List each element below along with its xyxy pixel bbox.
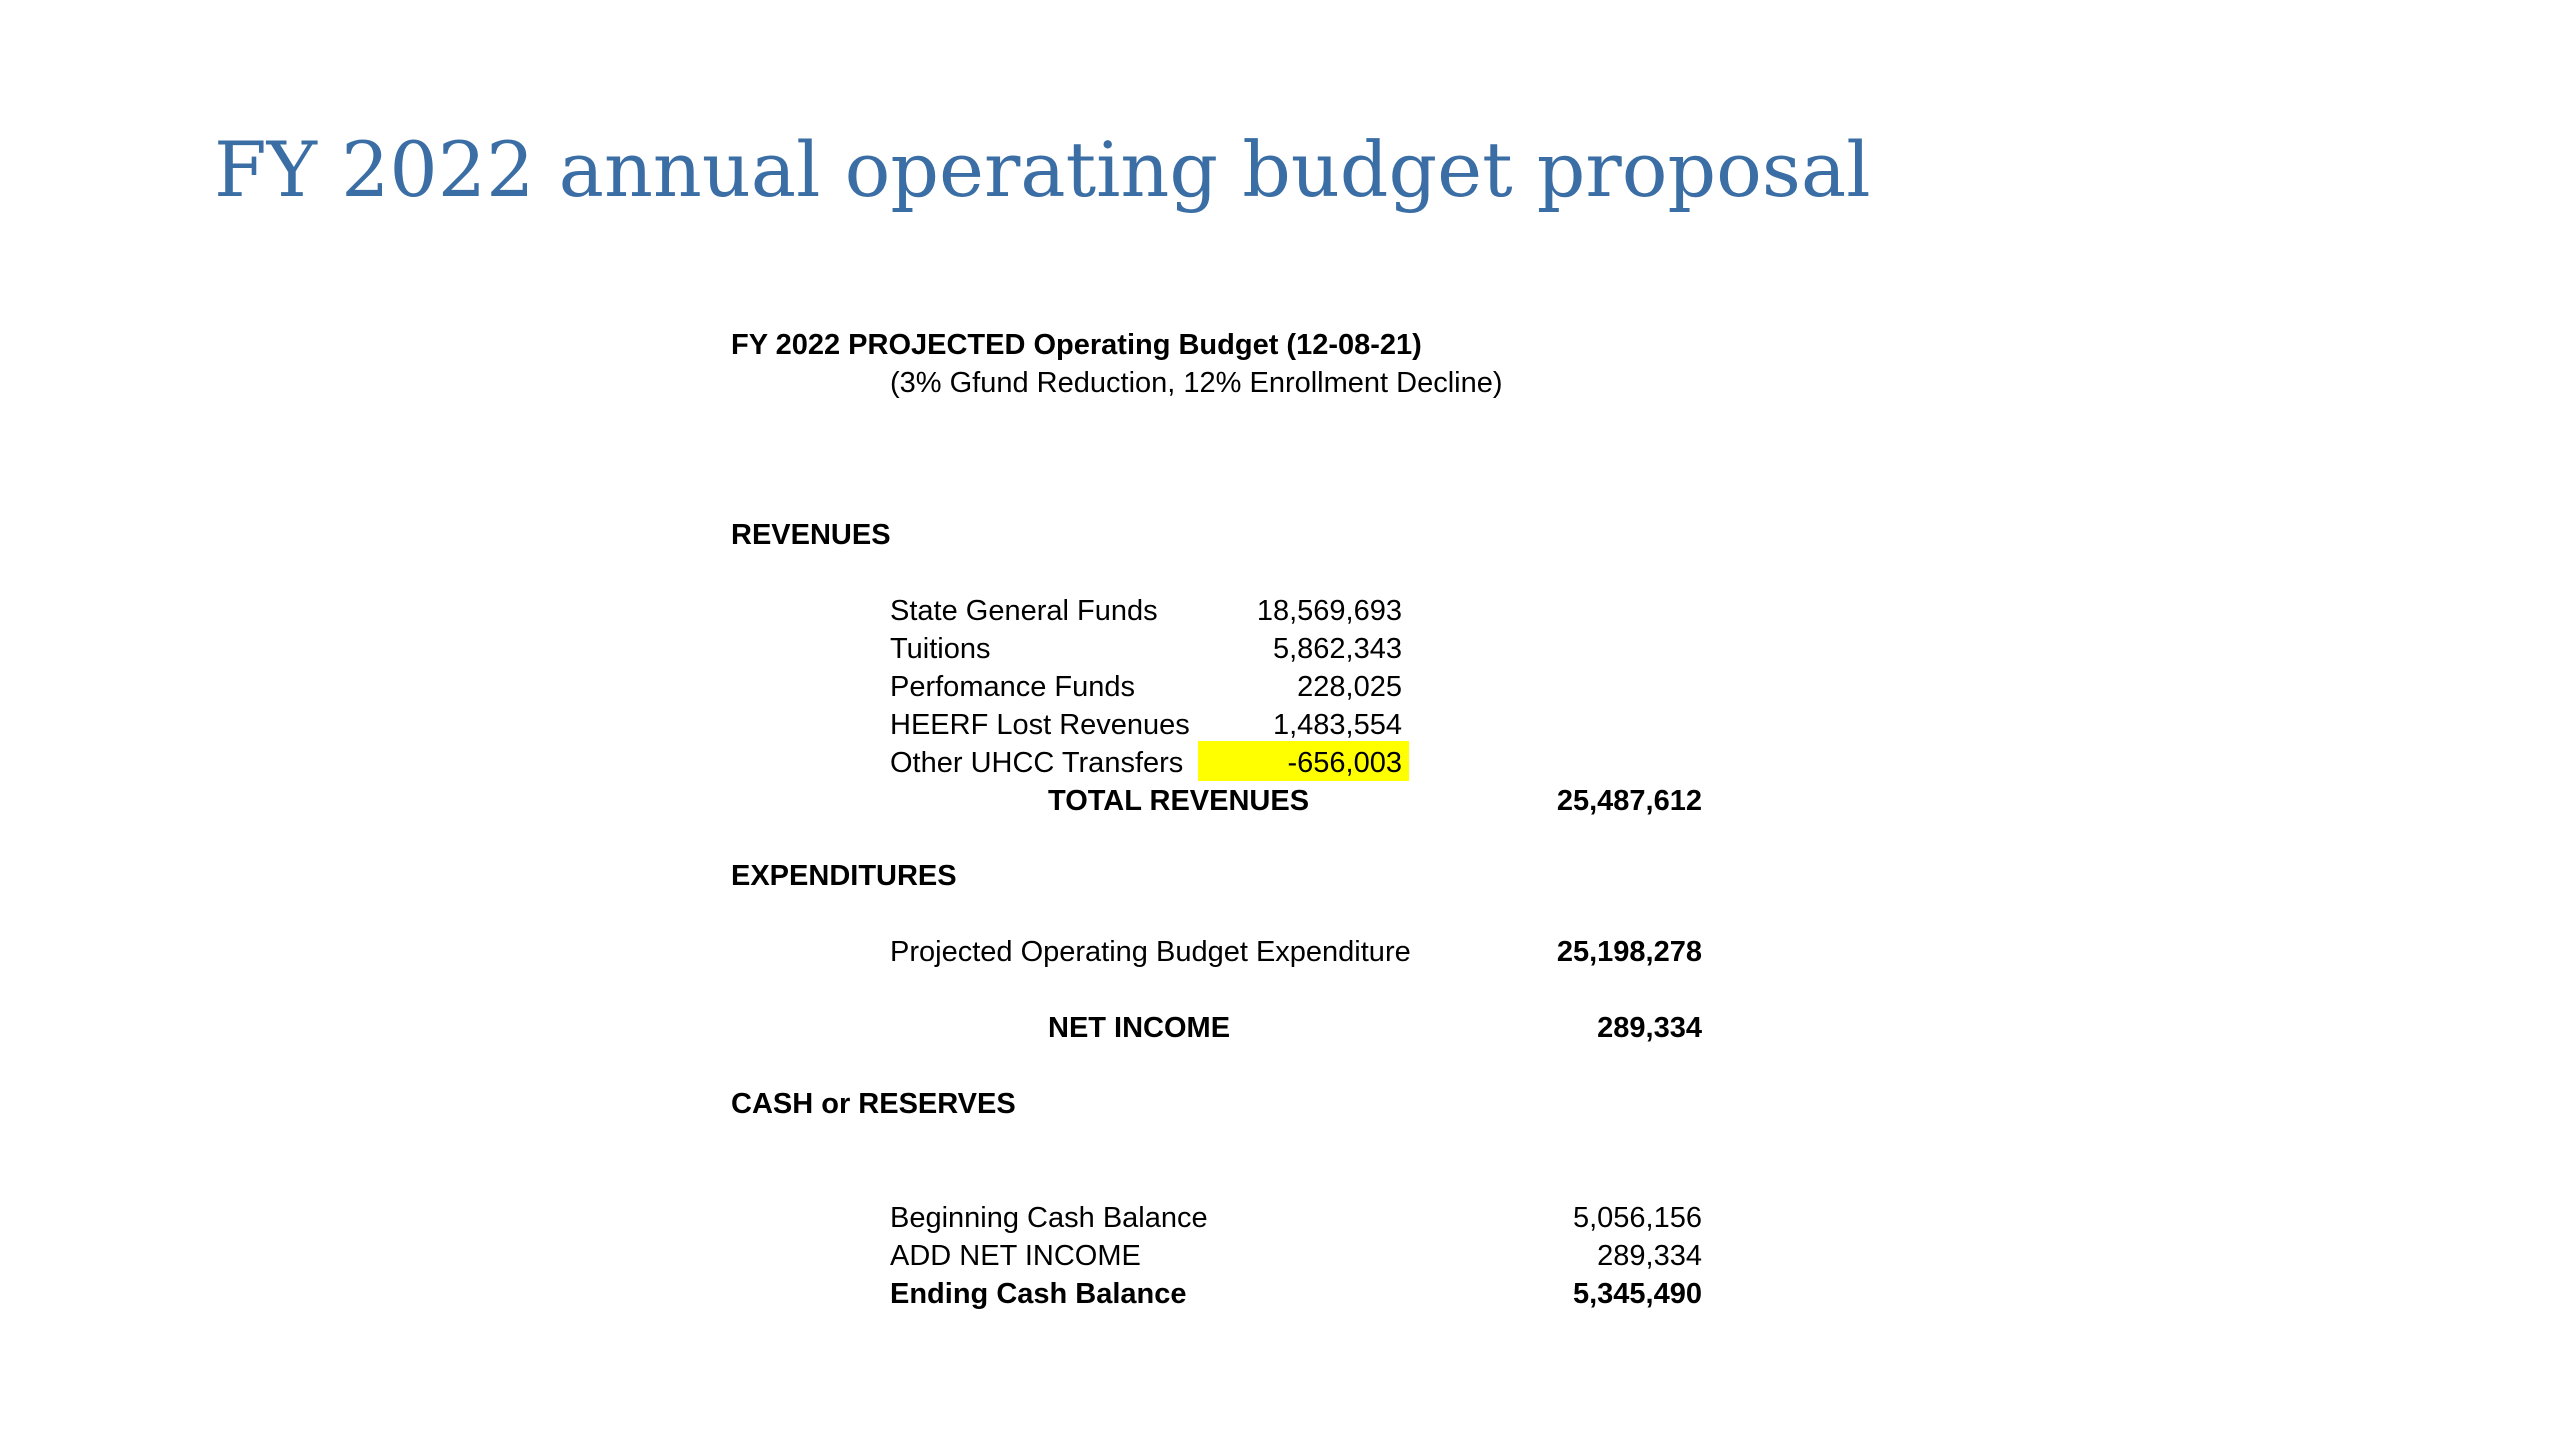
expenditure-item-label: Projected Operating Budget Expenditure (890, 936, 1411, 968)
revenue-item-label: Perfomance Funds (890, 671, 1136, 703)
revenue-item-value: 18,569,693 (1256, 595, 1402, 627)
revenue-item-label: HEERF Lost Revenues (890, 709, 1190, 741)
ending-cash-label: Ending Cash Balance (890, 1278, 1187, 1310)
revenue-item-value: 1,483,554 (1272, 709, 1402, 741)
revenue-item-value: 5,862,343 (1272, 633, 1402, 665)
expenditure-item-value: 25,198,278 (1556, 936, 1702, 968)
sheet-subheading: (3% Gfund Reduction, 12% Enrollment Decline) (890, 367, 1503, 399)
cash-section-label: CASH or RESERVES (731, 1088, 1016, 1120)
cash-item-value: 289,334 (1597, 1240, 1702, 1272)
total-revenues-label: TOTAL REVENUES (1048, 785, 1310, 817)
revenue-item-label: State General Funds (890, 595, 1158, 627)
net-income-value: 289,334 (1597, 1012, 1702, 1044)
revenue-item-value: -656,003 (1287, 747, 1402, 779)
cash-item-value: 5,056,156 (1572, 1202, 1702, 1234)
revenue-item-label: Tuitions (890, 633, 991, 665)
slide-title: FY 2022 annual operating budget proposal (214, 125, 1871, 214)
revenue-item-value: 228,025 (1297, 671, 1402, 703)
total-revenues-value: 25,487,612 (1556, 785, 1702, 817)
cash-item-label: Beginning Cash Balance (890, 1202, 1208, 1234)
revenues-section-label: REVENUES (731, 519, 891, 551)
cash-item-label: ADD NET INCOME (890, 1240, 1141, 1272)
sheet-heading: FY 2022 PROJECTED Operating Budget (12-08-21) (731, 329, 1422, 361)
net-income-label: NET INCOME (1048, 1012, 1231, 1044)
revenue-item-label: Other UHCC Transfers (890, 747, 1184, 779)
ending-cash-value: 5,345,490 (1572, 1278, 1702, 1310)
expenditures-section-label: EXPENDITURES (731, 860, 957, 892)
